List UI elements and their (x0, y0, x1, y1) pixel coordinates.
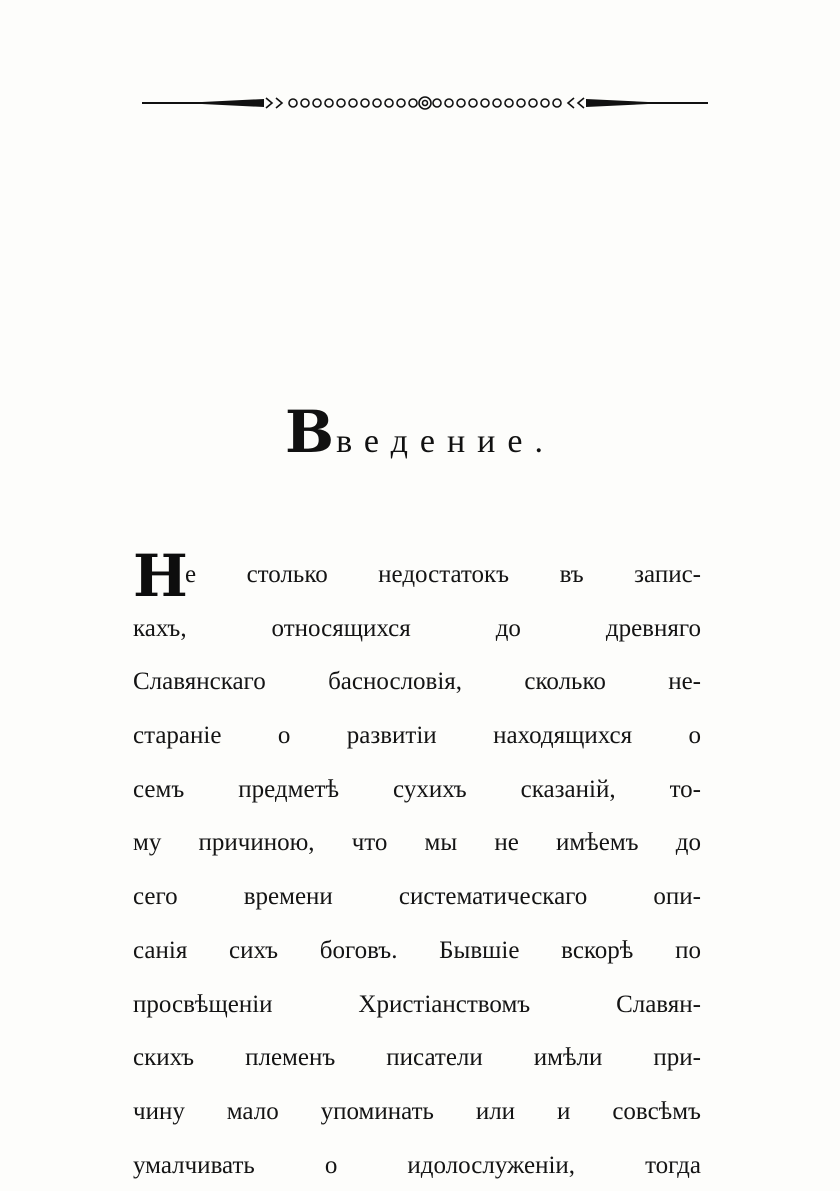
text-line-6: му причиною, что мы не имѣемъ до (133, 829, 701, 857)
text-line-2: кахъ, относящихся до древняго (133, 614, 701, 642)
text-line-1 (133, 548, 701, 602)
text-line-9: просвѣщеніи Христіанствомъ Славян- (133, 990, 701, 1018)
chapter-heading (0, 398, 840, 468)
text-line-10: скихъ племенъ писатели имѣли при- (133, 1044, 701, 1072)
text-line-3: Славянскаго баснословія, сколько не- (133, 668, 701, 696)
text-line-7: сего времени систематическаго опи- (133, 883, 701, 911)
text-line-8: санія сихъ боговъ. Бывшіе вскорѣ по (133, 936, 701, 964)
heading-text: ведение. (336, 423, 555, 460)
text-line-5: семъ предметѣ сухихъ сказаній, то- (133, 775, 701, 803)
decorative-rule-ornament-icon (142, 88, 708, 116)
text-line-11: чину мало упоминать или и совсѣмъ (133, 1097, 701, 1125)
text-line-content: е столько недостатокъ въ запис- (185, 561, 701, 588)
heading-initial-letter: В (285, 398, 337, 466)
text-line-12: умалчивать о идолослуженіи, тогда (133, 1151, 701, 1179)
text-line-4: стараніе о развитіи находящихся о (133, 722, 701, 750)
drop-cap-letter: Н (133, 548, 188, 602)
chapter-body-text (133, 548, 701, 1192)
